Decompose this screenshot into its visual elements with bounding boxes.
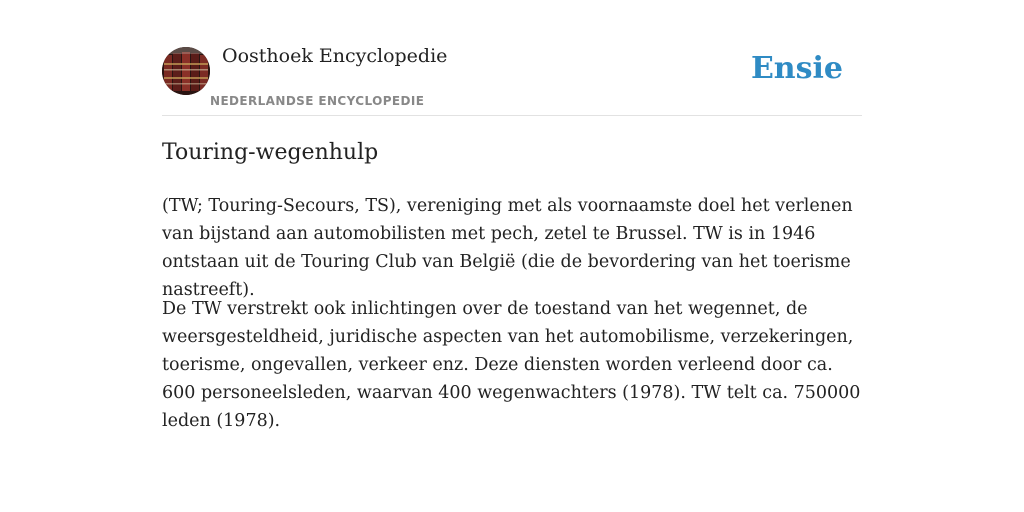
article-paragraph: (TW; Touring-Secours, TS), vereniging met als voornaamste doel het verlenen van bijstand aan automobilisten met pech, zetel te Brussel. TW is in 1946 ontstaan uit de Touring Club van België (die de bevordering van het toerisme nastreeft). xyxy=(162,196,853,300)
encyclopedia-books-icon[interactable] xyxy=(162,47,210,95)
site-title[interactable]: Oosthoek Encyclopedie xyxy=(222,45,448,67)
site-subtitle: NEDERLANDSE ENCYCLOPEDIE xyxy=(210,94,425,108)
article-paragraph: De TW verstrekt ook inlichtingen over de toestand van het wegennet, de weersgesteldheid, juridische aspecten van het automobilisme, verzekeringen, toerisme, ongevallen, verkeer enz. Deze diensten worden verleend door ca. 600 personeelsleden, waarvan 400 wegenwachters (1978). TW telt ca. 750000 leden (1978). xyxy=(162,299,861,431)
page xyxy=(162,0,862,512)
article-title: Touring-wegenhulp xyxy=(162,140,379,165)
brand-logo-link[interactable]: Ensie xyxy=(750,51,843,86)
site-header xyxy=(162,0,862,116)
